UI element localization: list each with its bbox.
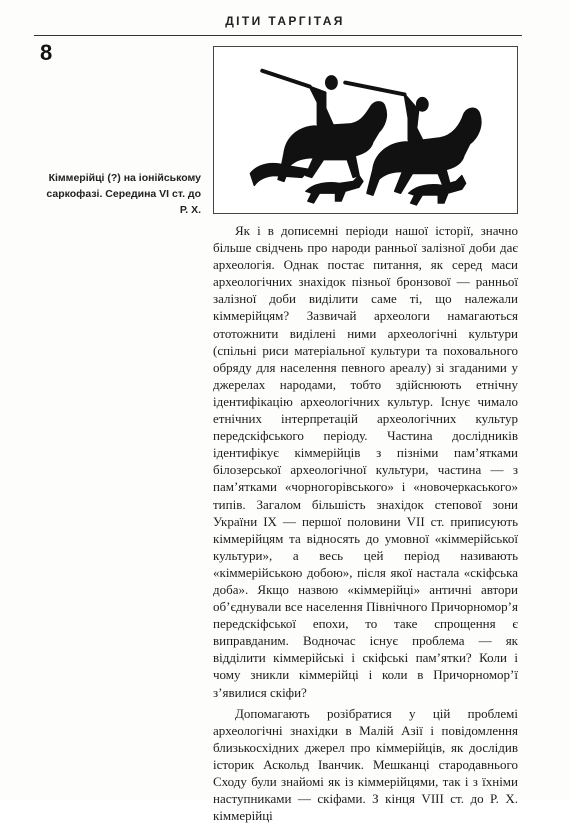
rider-left-head [325,76,337,90]
figure-illustration [213,46,518,214]
running-title: ДІТИ ТАРГІТАЯ [225,14,345,28]
paragraph: Допомагають розібратися у цій проблемі археологічні знахідки в Малій Азії і повідомлення близькосхідних джерел про кіммерійців, як дослідив історик Аскольд Іванчик. Мешканці стародавнього Сходу були знайомі як із кіммерійцями, так і з їхніми наступниками — скіфами. З кінця VIII ст. до Р. Х. кіммерійці [213,705,518,824]
page-number: 8 [40,40,53,65]
dog-left [306,175,363,203]
body-text [213,222,518,824]
figure-caption: Кіммерійці (?) на іонійському саркофазі. Середина VI ст. до Р. Х. [46,172,201,216]
fallen-warrior [250,164,309,186]
dog-right [408,175,465,205]
sword-left [262,71,309,87]
header-rule [34,35,522,36]
silhouette-illustration-icon [214,47,517,213]
sword-right [345,83,404,95]
paragraph: Як і в дописемні періоди нашої історії, значно більше свідчень про народи ранньої залізної доби дає археологія. Однак постає питання, як серед маси археологічних знахідок пізньої бронзової — ранньої залізної доби виділити саме ті, що належали кіммерійцям? Зазвичай археологи намагаються ототожнити виділені ними археологічні культури (спільні риси матеріальної культури та поховального обряду для населення певного ареалу) зі згаданими у джерелах народами, тобто здійснюють етнічну ідентифікацію археологічних культур. Існує чимало етнічних інтерпретацій археологічних культур передскіфського періоду. Частина дослідників ідентифікує кіммерійців з пізніми пам’ятками білозерської археологічної культури, частина — з пам’ятками «чорногорівського» і «новочеркаського» типів. Загалом більшість знахідок степової зони України IX — першої половини VII ст. приписують кіммерійцям та відносять до умовної «кіммерійської культури», а весь цей період називають «кіммерійською добою», після якої настала «скіфська доба». Якщо назвою «кіммерійці» античні автори об’єднували все населення Північного Причорномор’я передскіфської епохи, то таке спрощення є виправданим. Водночас існує проблема — як відділити кіммерійські і скіфські пам’ятки? Коли і чому зникли кіммерійці і коли в Причорномор’ї з’явилися скіфи? [213,223,518,700]
